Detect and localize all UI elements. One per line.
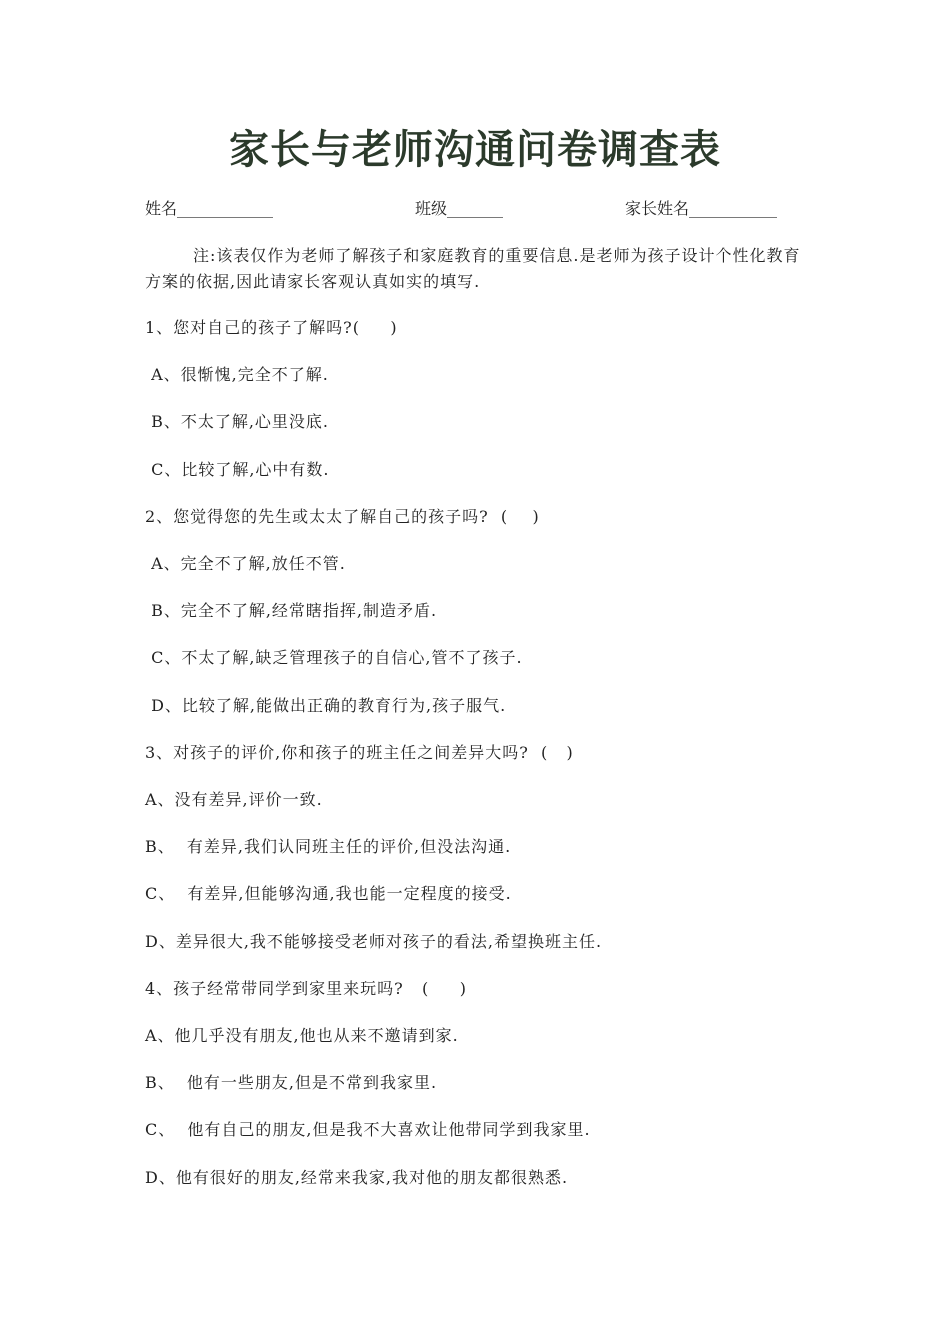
class-field[interactable]: 班级_______ (415, 199, 504, 218)
info-fields-row (145, 197, 805, 221)
answer-option[interactable]: C、不太了解,缺乏管理孩子的自信心,管不了孩子. (145, 648, 523, 667)
survey-note: 注:该表仅作为老师了解孩子和家庭教育的重要信息.是老师为孩子设计个性化教育方案的依据,因此请家长客观认真如实的填写. (145, 246, 801, 291)
question-text: 3、对孩子的评价,你和孩子的班主任之间差异大吗? ( ) (145, 743, 574, 762)
answer-option[interactable]: D、他有很好的朋友,经常来我家,我对他的朋友都很熟悉. (145, 1168, 569, 1187)
question-text: 2、您觉得您的先生或太太了解自己的孩子吗? ( ) (145, 507, 540, 526)
parent-name-field[interactable]: 家长姓名___________ (625, 199, 778, 218)
student-name-field[interactable]: 姓名____________ (145, 199, 274, 218)
answer-option[interactable]: B、不太了解,心里没底. (145, 412, 330, 431)
answer-option[interactable]: A、完全不了解,放任不管. (145, 554, 346, 573)
answer-option[interactable]: D、比较了解,能做出正确的教育行为,孩子服气. (145, 696, 507, 715)
question-text: 1、您对自己的孩子了解吗?( ) (145, 318, 398, 337)
answer-option[interactable]: A、没有差异,评价一致. (145, 790, 323, 809)
answer-option[interactable]: A、他几乎没有朋友,他也从来不邀请到家. (145, 1026, 459, 1045)
question-text: 4、孩子经常带同学到家里来玩吗? ( ) (145, 979, 467, 998)
answer-option[interactable]: D、差异很大,我不能够接受老师对孩子的看法,希望换班主任. (145, 932, 603, 951)
answer-option[interactable]: B、 有差异,我们认同班主任的评价,但没法沟通. (145, 837, 512, 856)
answer-option[interactable]: C、 他有自己的朋友,但是我不大喜欢让他带同学到我家里. (145, 1120, 591, 1139)
answer-option[interactable]: B、完全不了解,经常瞎指挥,制造矛盾. (145, 601, 438, 620)
answer-option[interactable]: C、比较了解,心中有数. (145, 460, 330, 479)
page-title: 家长与老师沟通问卷调查表 (229, 127, 721, 173)
answer-option[interactable]: B、 他有一些朋友,但是不常到我家里. (145, 1073, 438, 1092)
answer-option[interactable]: C、 有差异,但能够沟通,我也能一定程度的接受. (145, 884, 512, 903)
answer-option[interactable]: A、很惭愧,完全不了解. (145, 365, 329, 384)
